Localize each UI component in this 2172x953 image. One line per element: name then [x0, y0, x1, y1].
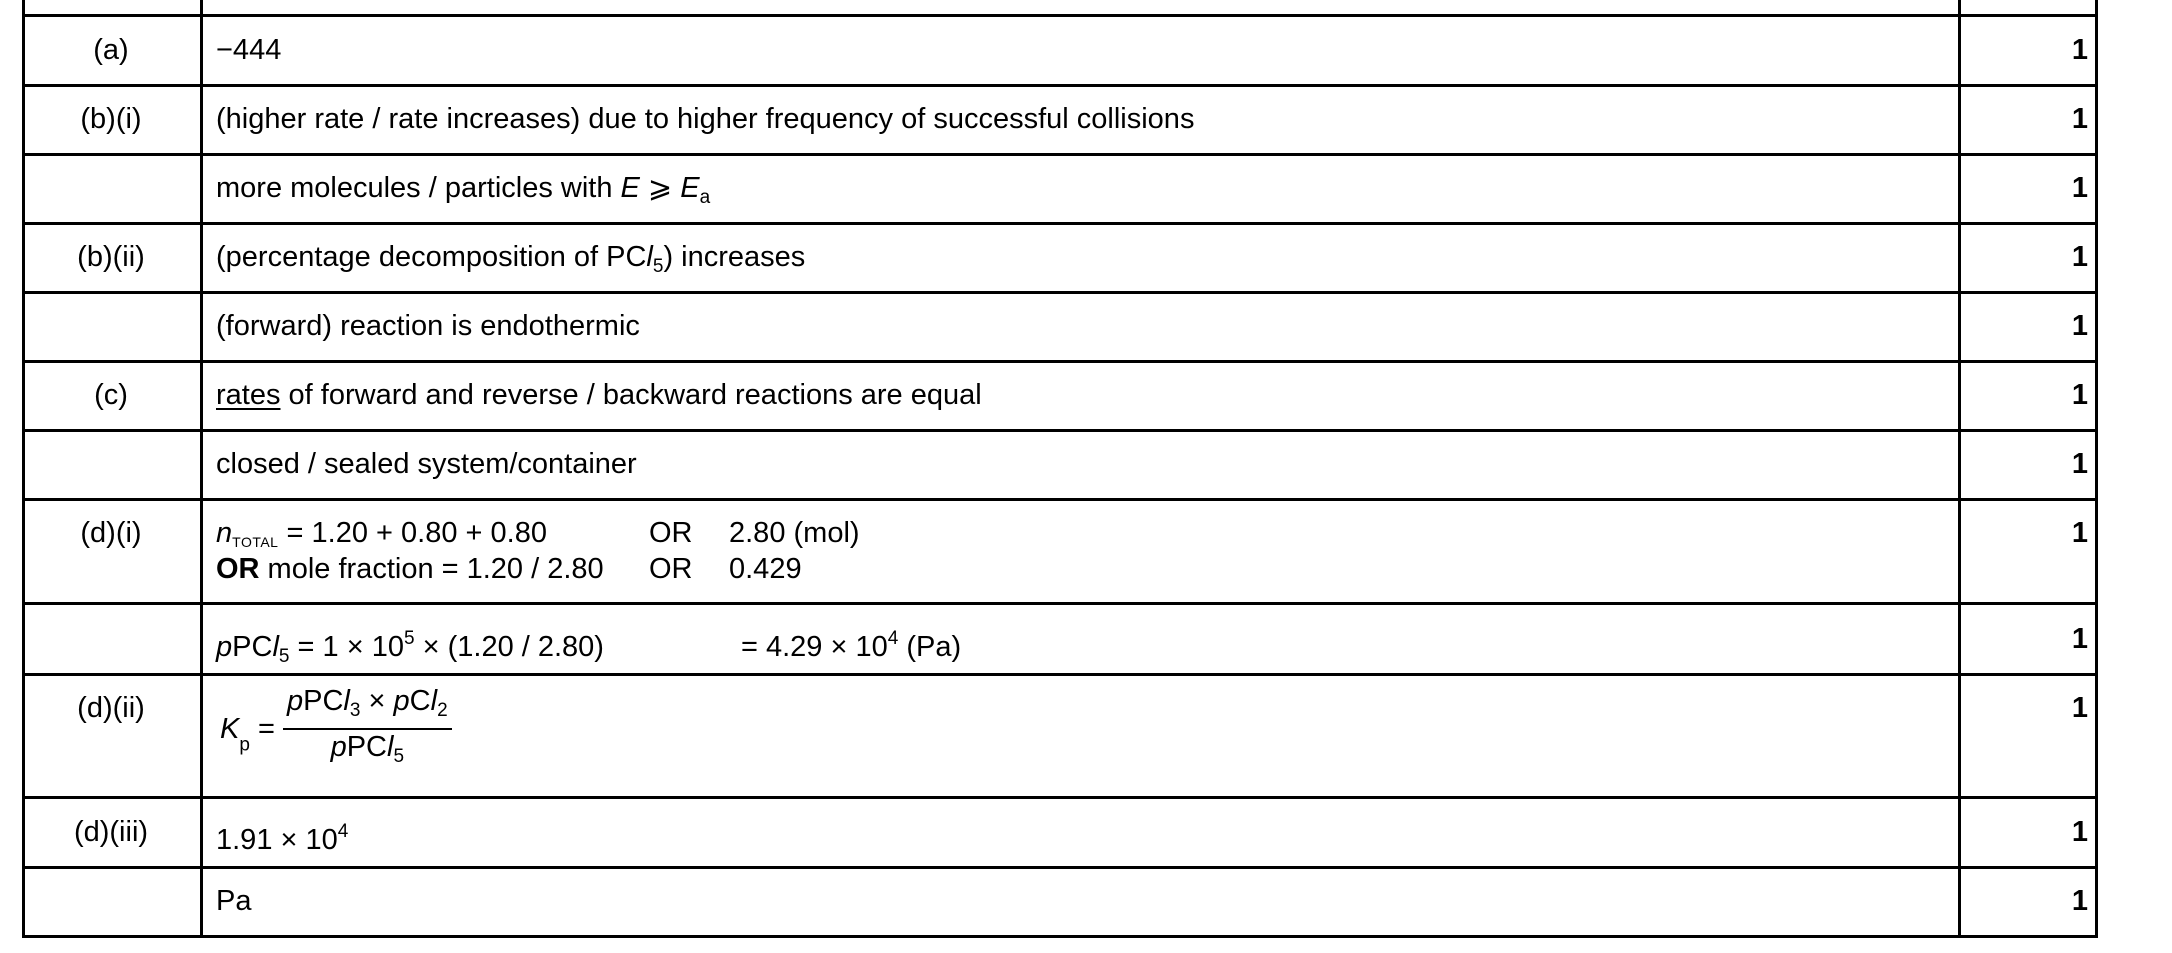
question-label: (d)(iii) — [73, 816, 149, 848]
energy-symbol: E — [620, 172, 640, 204]
formula-c: C — [409, 685, 431, 717]
table-rule — [2095, 0, 2098, 938]
mark-value: 1 — [2071, 517, 2088, 549]
partial-pressure-symbol: p — [216, 631, 233, 663]
answer-prefix: more molecules / particles with — [216, 172, 621, 204]
question-label: (d)(i) — [80, 517, 142, 549]
geq-symbol: ⩾ — [639, 172, 681, 204]
answer-suffix: ) increases — [663, 241, 806, 273]
activation-energy-symbol: E — [680, 172, 700, 204]
subscript: 5 — [652, 256, 664, 277]
mark-value: 1 — [2071, 34, 2088, 66]
fraction-denominator — [283, 730, 452, 772]
subscript: 3 — [349, 700, 361, 721]
table-rule — [22, 222, 2098, 225]
subscript: TOTAL — [232, 534, 279, 550]
table-rule — [22, 360, 2098, 363]
expression: = 1 × 10 — [289, 631, 404, 663]
question-label: (b)(i) — [80, 103, 142, 135]
superscript: 4 — [887, 628, 899, 649]
answer-text — [216, 377, 982, 413]
subscript: 5 — [278, 646, 290, 667]
answer-text: (forward) reaction is endothermic — [216, 310, 640, 342]
superscript: 4 — [337, 821, 349, 842]
subscript: 2 — [437, 700, 448, 721]
formula-l: l — [430, 685, 438, 717]
answer-rest: of forward and reverse / backward reactions are equal — [280, 379, 982, 411]
mark-value: 1 — [2071, 103, 2088, 135]
answer-text — [216, 239, 805, 285]
formula-l: l — [272, 631, 279, 663]
mark-value: 1 — [2071, 692, 2088, 724]
table-rule — [22, 429, 2098, 432]
equals-sign: = — [249, 713, 283, 745]
sum-expression: = 1.20 + 0.80 + 0.80 — [278, 517, 547, 549]
question-label: (d)(ii) — [77, 692, 145, 724]
table-rule — [22, 602, 2098, 605]
result-value: = 4.29 × 10 — [741, 631, 888, 663]
table-rule — [22, 153, 2098, 156]
times-sign: × — [360, 685, 394, 717]
subscript: a — [699, 187, 711, 208]
mark-value: 1 — [2071, 885, 2088, 917]
kp-symbol: K — [220, 713, 240, 745]
mark-value: 1 — [2071, 379, 2088, 411]
table-rule — [22, 0, 25, 938]
mark-value: 1 — [2071, 816, 2088, 848]
answer-text: closed / sealed system/container — [216, 448, 637, 480]
superscript: 5 — [403, 628, 415, 649]
partial-pressure-symbol: p — [330, 731, 347, 763]
table-rule — [200, 0, 203, 938]
answer-text — [216, 814, 348, 858]
mole-fraction-expression: mole fraction = 1.20 / 2.80 — [259, 553, 604, 585]
or-label: OR — [649, 553, 693, 585]
subscript: 5 — [393, 746, 405, 767]
question-label: (a) — [93, 34, 129, 66]
mark-scheme-table — [22, 0, 2098, 939]
expression: × (1.20 / 2.80) — [414, 631, 604, 663]
table-rule — [22, 866, 2098, 869]
table-rule — [22, 84, 2098, 87]
unit-label: (Pa) — [898, 631, 962, 663]
formula-l: l — [646, 241, 653, 273]
question-label: (b)(ii) — [77, 241, 145, 273]
mark-value: 1 — [2071, 172, 2088, 204]
formula-l: l — [387, 731, 394, 763]
amount-symbol: n — [216, 517, 233, 549]
mark-value: 1 — [2071, 623, 2088, 655]
kp-fraction — [283, 686, 452, 772]
formula-pc: PC — [303, 685, 344, 717]
or-bold: OR — [216, 553, 260, 585]
subscript: p — [239, 734, 250, 756]
or-label: OR — [649, 517, 693, 549]
underlined-word: rates — [216, 379, 281, 411]
table-rule — [22, 498, 2098, 501]
table-rule — [22, 796, 2098, 799]
answer-text: Pa — [216, 885, 252, 917]
answer-text — [216, 621, 604, 675]
alt-value: 2.80 (mol) — [729, 517, 860, 549]
answer-text — [216, 170, 710, 216]
partial-pressure-symbol: p — [286, 685, 304, 717]
result-text — [741, 621, 961, 665]
mark-value: 1 — [2071, 241, 2088, 273]
table-rule — [1958, 0, 1961, 938]
question-label: (c) — [94, 379, 128, 411]
mark-value: 1 — [2071, 310, 2088, 342]
answer-line-2 — [216, 551, 604, 587]
table-rule — [22, 935, 2098, 938]
base-value: 1.91 × 10 — [216, 824, 338, 856]
formula-l: l — [343, 685, 350, 717]
kp-expression — [220, 686, 452, 772]
table-rule — [22, 14, 2098, 17]
formula-pc: PC — [346, 731, 388, 763]
partial-pressure-symbol: p — [393, 685, 410, 717]
table-rule — [22, 291, 2098, 294]
alt-value: 0.429 — [729, 553, 802, 585]
answer-text: (higher rate / rate increases) due to higher frequency of successful collisions — [216, 103, 1195, 135]
fraction-numerator — [283, 686, 452, 730]
answer-text: −444 — [216, 34, 282, 66]
answer-prefix: (percentage decomposition of PC — [216, 241, 647, 273]
formula-pc: PC — [232, 631, 273, 663]
mark-value: 1 — [2071, 448, 2088, 480]
